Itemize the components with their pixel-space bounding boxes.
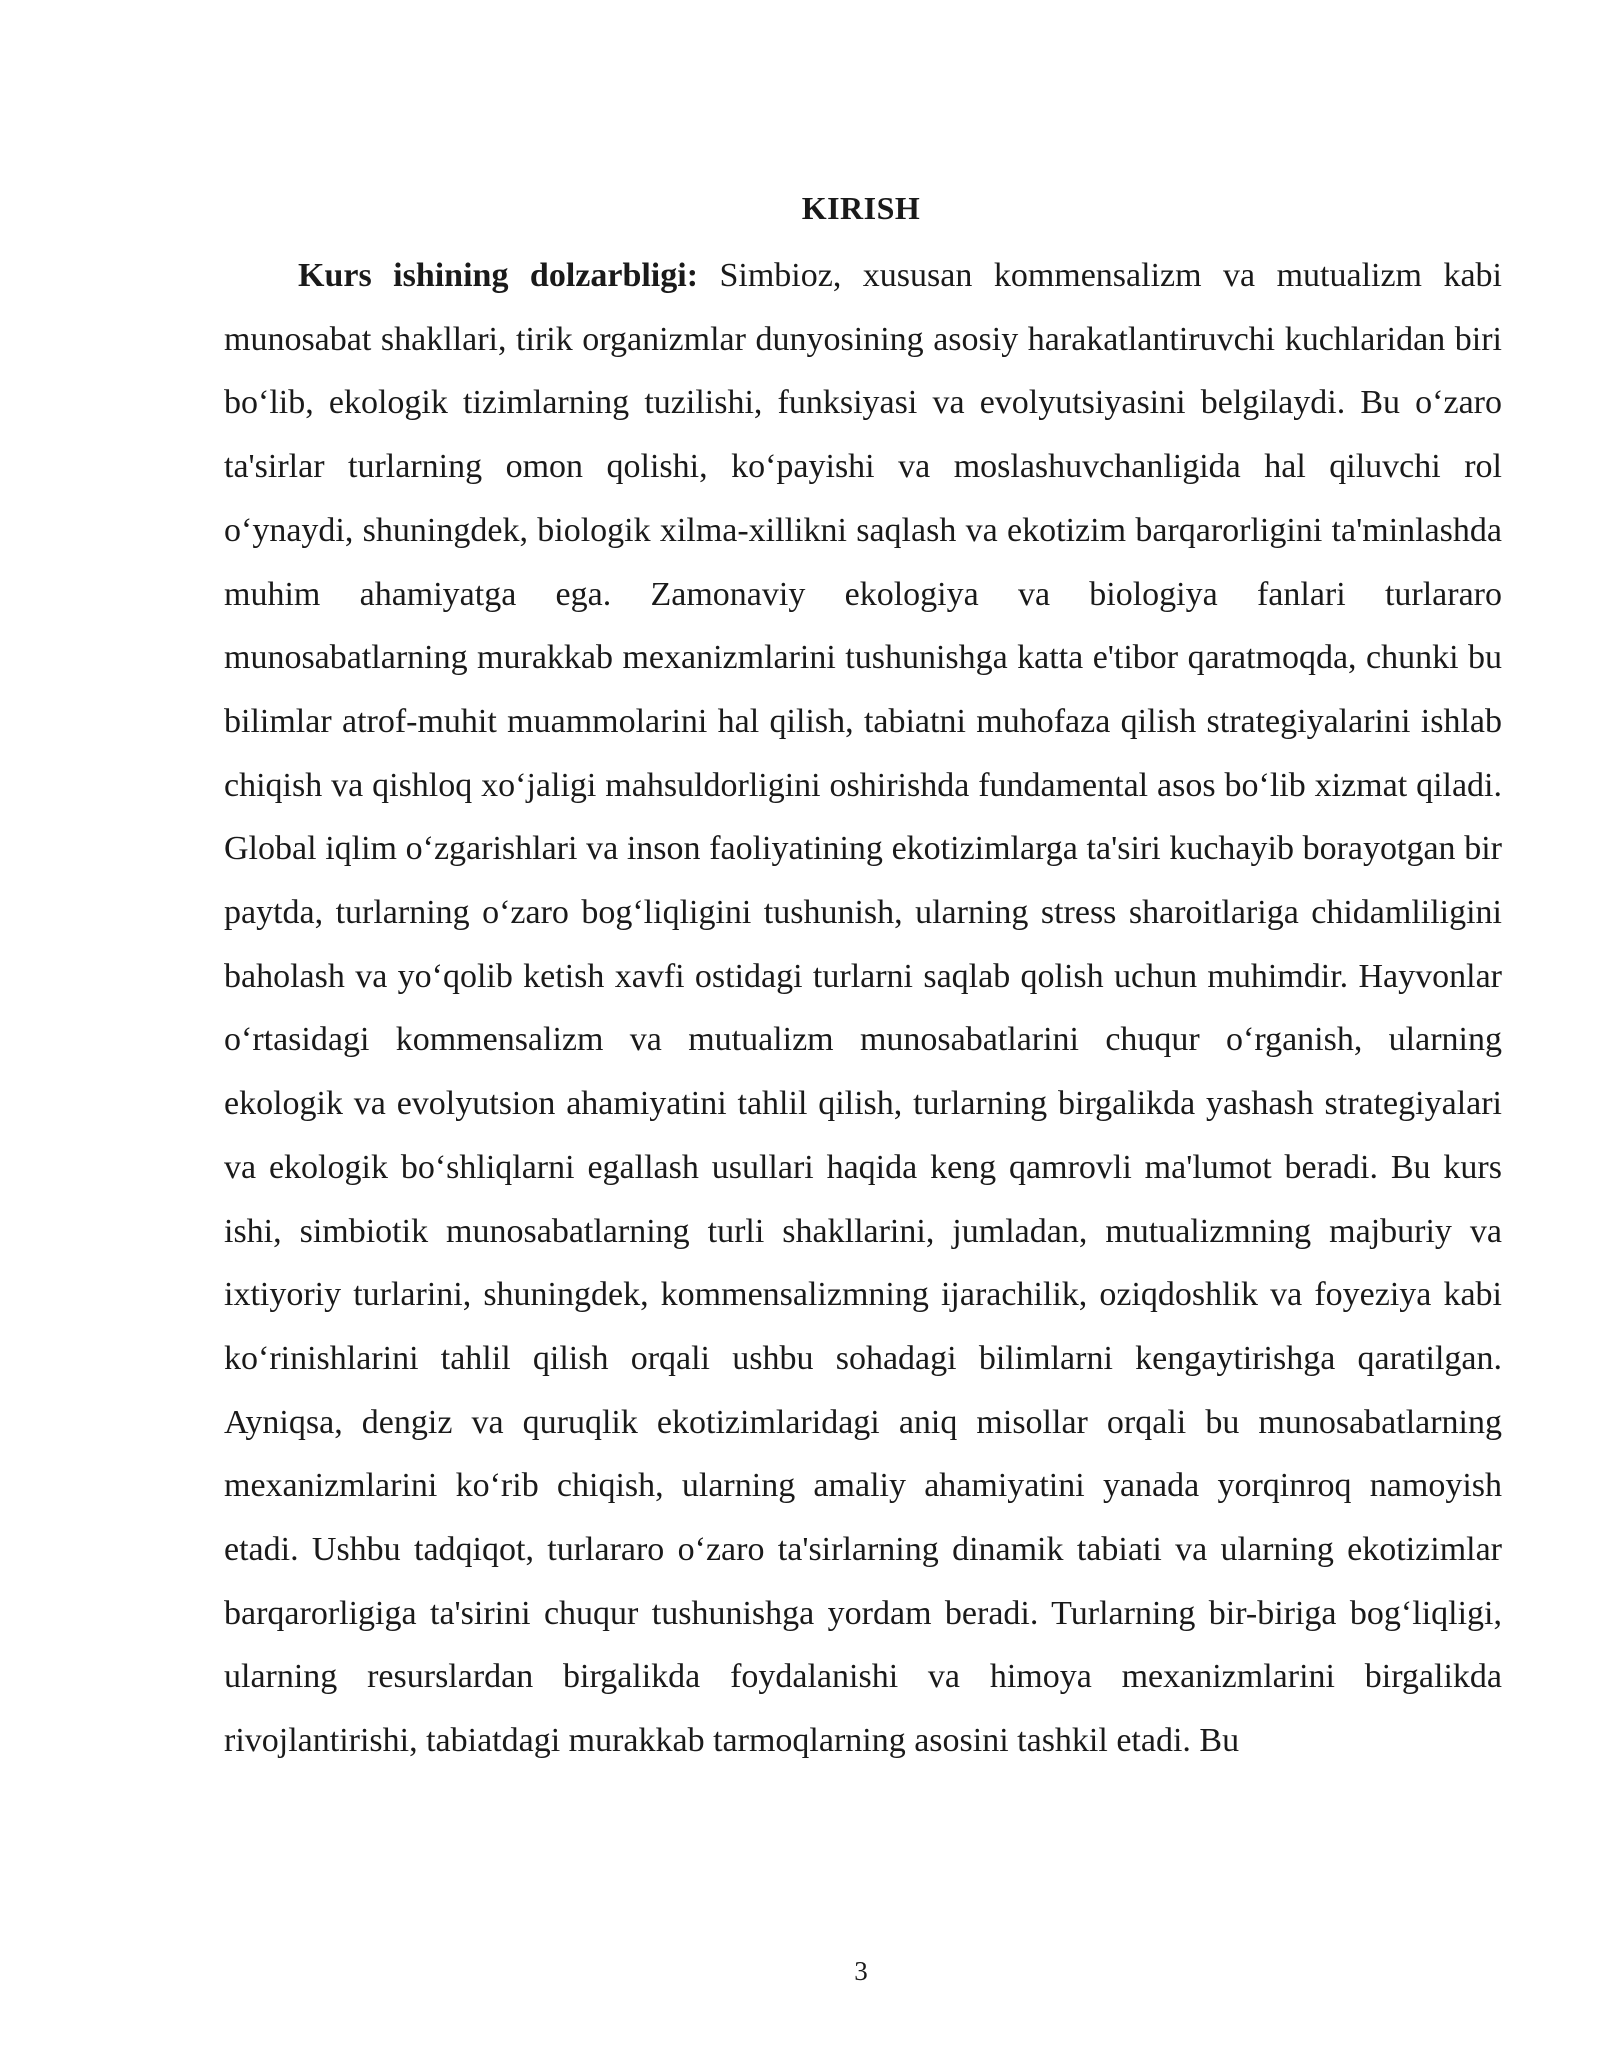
intro-body-text: Simbioz, xususan kommensalizm va mutualizm kabi munosabat shakllari, tirik organizmlar dunyosining asosiy harakatlantiruvchi kuchlaridan biri boʻlib, ekologik tizimlarning tuzilishi, funksiyasi va evolyutsiyasini belgilaydi. Bu oʻzaro ta'sirlar turlarning omon qolishi, koʻpayishi va moslashuvchanligida hal qiluvchi rol oʻynaydi, shuningdek, biologik xilma-xillikni saqlash va ekotizim barqarorligini ta'minlashda muhim ahamiyatga ega. Zamonaviy ekologiya va biologiya fanlari turlararo munosabatlarning murakkab mexanizmlarini tushunishga katta e'tibor qaratmoqda, chunki bu bilimlar atrof-muhit muammolarini hal qilish, tabiatni muhofaza qilish strategiyalarini ishlab chiqish va qishloq xoʻjaligi mahsuldorligini oshirishda fundamental asos boʻlib xizmat qiladi. Global iqlim oʻzgarishlari va inson faoliyatining ekotizimlarga ta'siri kuchayib borayotgan bir paytda, turlarning oʻzaro bogʻliqligini tushunish, ularning stress sharoitlariga chidamliligini baholash va yoʻqolib ketish xavfi ostidagi turlarni saqlab qolish uchun muhimdir. Hayvonlar oʻrtasidagi kommensalizm va mutualizm munosabatlarini chuqur oʻrganish, ularning ekologik va evolyutsion ahamiyatini tahlil qilish, turlarning birgalikda yashash strategiyalari va ekologik boʻshliqlarni egallash usullari haqida keng qamrovli ma'lumot beradi. Bu kurs ishi, simbiotik munosabatlarning turli shakllarini, jumladan, mutualizmning majburiy va ixtiyoriy turlarini, shuningdek, kommensalizmning ijarachilik, oziqdoshlik va foyeziya kabi koʻrinishlarini tahlil qilish orqali ushbu sohadagi bilimlarni kengaytirishga qaratilgan. Ayniqsa, dengiz va quruqlik ekotizimlaridagi aniq misollar orqali bu munosabatlarning mexanizmlarini koʻrib chiqish, ularning amaliy ahamiyatini yanada yorqinroq namoyish etadi. Ushbu tadqiqot, turlararo oʻzaro ta'sirlarning dinamik tabiati va ularning ekotizimlar barqarorligiga ta'sirini chuqur tushunishga yordam beradi. Turlarning bir-biriga bogʻliqligi, ularning resurslardan birgalikda foydalanishi va himoya mexanizmlarini birgalikda rivojlantirishi, tabiatdagi murakkab tarmoqlarning asosini tashkil etadi. Bu: [224, 257, 1503, 1760]
intro-lead-label: Kurs ishining dolzarbligi:: [298, 257, 699, 294]
intro-paragraph: [224, 244, 1502, 1773]
page-number: 3: [854, 1956, 868, 1986]
section-heading: KIRISH: [801, 190, 921, 226]
